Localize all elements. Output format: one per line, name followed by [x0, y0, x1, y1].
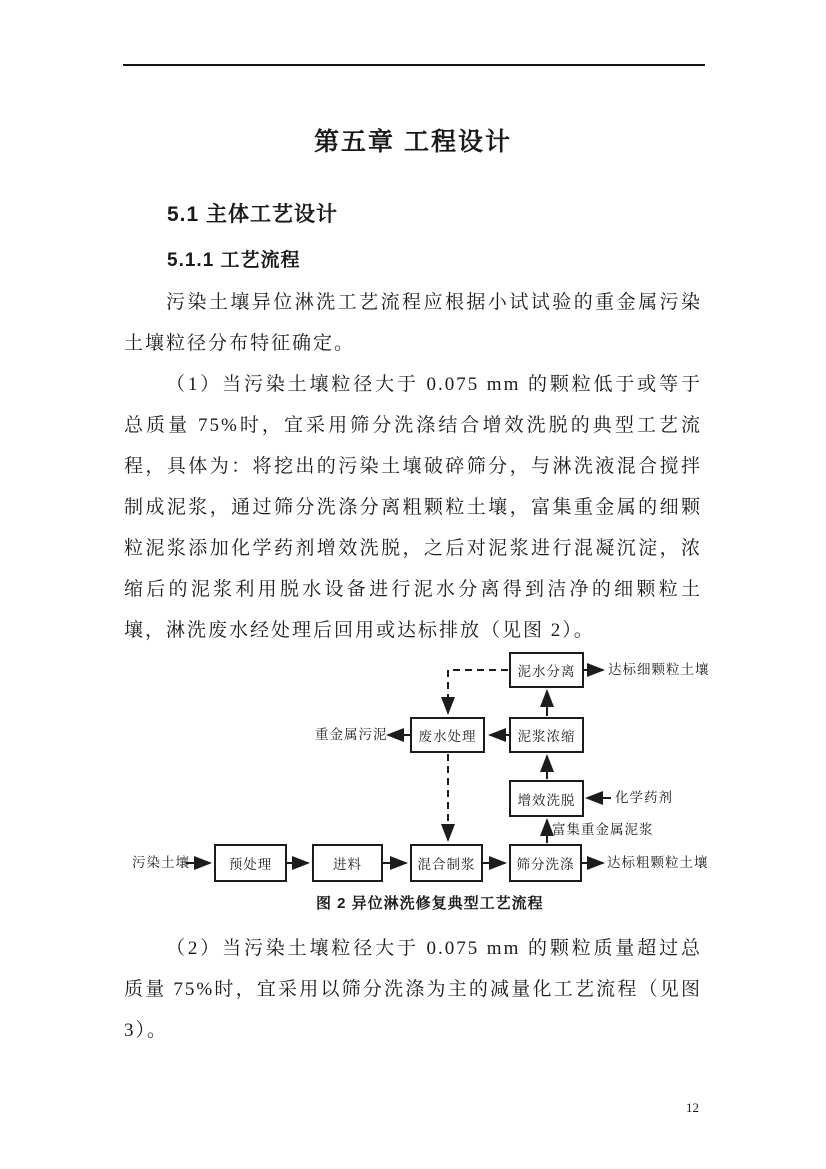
flowchart-node-mixing-slurry: 混合制浆: [410, 844, 483, 882]
paragraph-1: 污染土壤异位淋洗工艺流程应根据小试试验的重金属污染土壤粒径分布特征确定。: [124, 292, 702, 354]
paragraph-2: （1）当污染土壤粒径大于 0.075 mm 的颗粒低于或等于总质量 75%时，宜采用筛分洗涤结合增效洗脱的典型工艺流程，具体为：将挖出的污染土壤破碎筛分，与淋洗液混合搅拌制成泥浆，通过筛分洗涤分离粗颗粒土壤，富集重金属的细颗粒泥浆添加化学药剂增效洗脱，之后对泥浆进行混凝沉淀，浓缩后的泥浆利用脱水设备进行泥水分离得到洁净的细颗粒土壤，淋洗废水经处理后回用或达标排放（见图 2）。: [124, 374, 702, 641]
flowchart-label-enriched-heavy-metal-slurry: 富集重金属泥浆: [552, 822, 654, 837]
body-text-block: [124, 282, 702, 651]
flowchart-label-qualified-coarse-soil: 达标粗颗粒土壤: [607, 855, 709, 870]
flowchart-node-pretreatment: 预处理: [214, 844, 287, 882]
flowchart-label-contaminated-soil: 污染土壤: [132, 855, 190, 870]
body-text-block: [124, 928, 702, 1051]
flowchart-node-enhanced-washing: 增效洗脱: [509, 780, 584, 817]
figure-caption: 图 2 异位淋洗修复典型工艺流程: [316, 895, 544, 912]
process-flowchart: [124, 645, 710, 895]
paragraph-3: （2）当污染土壤粒径大于 0.075 mm 的颗粒质量超过总质量 75%时，宜采用以筛分洗涤为主的减量化工艺流程（见图 3）。: [124, 938, 702, 1041]
chapter-title: 第五章 工程设计: [314, 128, 512, 156]
flowchart-node-screening-washing: 筛分洗涤: [509, 844, 582, 882]
subsection-heading: 5.1.1 工艺流程: [167, 250, 301, 271]
section-heading: 5.1 主体工艺设计: [167, 203, 339, 226]
flowchart-node-feeding: 进料: [312, 844, 383, 882]
flowchart-label-qualified-fine-soil: 达标细颗粒土壤: [608, 662, 710, 677]
flowchart-node-mud-water-separation: 泥水分离: [509, 652, 584, 688]
flowchart-node-wastewater-treatment: 废水处理: [410, 717, 485, 753]
header-rule: [123, 64, 705, 66]
flowchart-label-heavy-metal-sludge: 重金属污泥: [315, 727, 388, 742]
flowchart-label-chemical-agent: 化学药剂: [615, 790, 673, 805]
flowchart-node-slurry-concentration: 泥浆浓缩: [509, 717, 584, 753]
page-number: 12: [686, 1100, 699, 1115]
